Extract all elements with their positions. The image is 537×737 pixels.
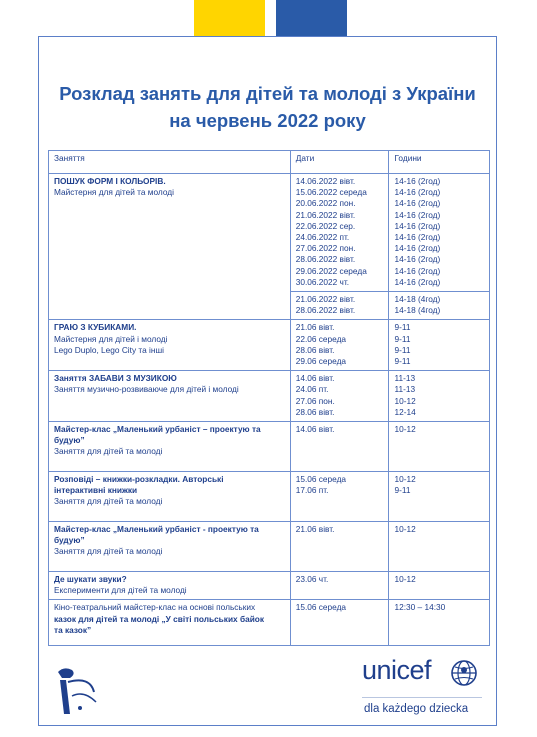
date-item: 17.06 пт. <box>295 485 329 496</box>
date-item: 15.06.2022 середа <box>295 187 367 198</box>
date-item: 27.06.2022 пон. <box>295 243 356 254</box>
hours-cell <box>389 292 490 320</box>
activity-name: інтерактивні книжки <box>54 485 138 496</box>
date-item: 14.06.2022 вівт. <box>295 176 356 186</box>
hour-item: 9-11 <box>394 322 411 333</box>
activity-desc: Заняття для дітей та молоді <box>54 496 163 507</box>
date-item: 28.06.2022 вівт. <box>295 254 356 265</box>
hour-item: 14-16 (2год) <box>394 243 441 254</box>
activity-desc: казок для дітей та молоді „У світі польських байок <box>54 613 265 624</box>
dates-cell <box>290 522 389 572</box>
hours-cell <box>389 600 490 646</box>
dates-cell <box>290 371 389 422</box>
dates-cell <box>290 174 389 292</box>
flag-blue-top-right <box>276 0 347 36</box>
hour-item: 14-16 (2год) <box>394 265 441 276</box>
hour-item: 14-16 (2год) <box>394 220 441 231</box>
hour-item: 14-16 (2год) <box>394 176 441 186</box>
header-dates: Дати <box>290 151 389 174</box>
date-item: 27.06 пон. <box>295 395 335 406</box>
date-item: 23.06 чт. <box>295 574 329 585</box>
activity-name: будую” <box>54 435 85 446</box>
table-row <box>49 174 490 292</box>
activity-desc: Майстерня для дітей та молоді <box>54 187 174 198</box>
hour-item: 14-16 (2год) <box>394 232 441 243</box>
date-item: 20.06.2022 пон. <box>295 198 356 209</box>
table-header-row <box>49 151 490 174</box>
activity-cell <box>49 174 291 320</box>
unicef-wordmark: unicef <box>362 655 432 685</box>
hours-cell <box>389 522 490 572</box>
hour-item: 9-11 <box>394 485 411 496</box>
hours-cell <box>389 174 490 292</box>
date-item: 28.06 вівт. <box>295 344 335 355</box>
hour-item: 10-12 <box>394 524 416 535</box>
table-row <box>49 422 490 472</box>
hour-item: 9-11 <box>394 344 411 355</box>
activity-cell <box>49 600 291 646</box>
unicef-globe-icon <box>449 658 479 688</box>
activity-cell <box>49 472 291 522</box>
organization-logo-icon <box>50 662 110 720</box>
hour-item: 10-12 <box>394 395 416 406</box>
date-item: 21.06.2022 вівт. <box>295 294 356 305</box>
activity-cell <box>49 522 291 572</box>
hour-item: 10-12 <box>394 574 416 585</box>
hours-cell <box>389 472 490 522</box>
date-item: 29.06 середа <box>295 356 347 367</box>
activity-desc: Заняття для дітей та молоді <box>54 446 163 457</box>
date-item: 14.06 вівт. <box>295 373 335 384</box>
date-item: 22.06.2022 сер. <box>295 220 356 231</box>
hour-item: 10-12 <box>394 474 416 485</box>
activity-name: Майстер-клас „Маленький урбаніст - проектую та <box>54 524 259 535</box>
hour-item: 14-16 (2год) <box>394 198 441 209</box>
dates-cell <box>290 600 389 646</box>
activity-cell <box>49 572 291 600</box>
unicef-tagline: dla każdego dziecka <box>364 703 469 715</box>
unicef-logo <box>362 655 482 725</box>
date-item: 28.06.2022 вівт. <box>295 305 356 316</box>
activity-desc: Експерименти для дітей та молоді <box>54 585 187 596</box>
activity-name: Розповіді – книжки-розкладки. Авторські <box>54 474 224 485</box>
hours-cell <box>389 422 490 472</box>
hour-item: 12:30 – 14:30 <box>394 602 446 613</box>
date-item: 21.06 вівт. <box>295 524 335 535</box>
title-line-1: Розклад занять для дітей та молоді з України <box>59 83 476 104</box>
table-row <box>49 522 490 572</box>
date-item: 21.06.2022 вівт. <box>295 209 356 220</box>
hours-cell <box>389 371 490 422</box>
hour-item: 14-18 (4год) <box>394 294 441 305</box>
hour-item: 9-11 <box>394 356 411 367</box>
hour-item: 11-13 <box>394 384 416 395</box>
hour-item: 11-13 <box>394 373 416 384</box>
hour-item: 14-16 (2год) <box>394 209 441 220</box>
title-line-2: на червень 2022 року <box>169 110 366 131</box>
activity-name: Де шукати звуки? <box>54 574 127 585</box>
activity-name: ГРАЮ З КУБИКАМИ. <box>54 322 137 333</box>
hours-cell <box>389 572 490 600</box>
table-row <box>49 320 490 371</box>
activity-desc: Заняття музично-розвиваюче для дітей і молоді <box>54 384 239 395</box>
activity-cell <box>49 422 291 472</box>
hour-item: 9-11 <box>394 333 411 344</box>
date-item: 28.06 вівт. <box>295 406 335 417</box>
hours-cell <box>389 320 490 371</box>
date-item: 15.06 середа <box>295 602 347 613</box>
date-item: 21.06 вівт. <box>295 322 335 333</box>
dates-cell <box>290 292 389 320</box>
activity-cell <box>49 371 291 422</box>
date-item: 22.06 середа <box>295 333 347 344</box>
table-row <box>49 472 490 522</box>
activity-desc: Lego Duplo, Lego City та інші <box>54 344 164 355</box>
hour-item: 10-12 <box>394 424 416 435</box>
table-row <box>49 600 490 646</box>
table-row <box>49 572 490 600</box>
page-title <box>38 80 497 134</box>
header-hours: Години <box>389 151 490 174</box>
activity-desc: та казок” <box>54 624 92 635</box>
activity-cell <box>49 320 291 371</box>
hour-item: 12-14 <box>394 406 416 417</box>
dates-cell <box>290 472 389 522</box>
flag-yellow-top-left <box>194 0 265 36</box>
schedule-table <box>48 150 490 646</box>
date-item: 30.06.2022 чт. <box>295 276 350 287</box>
hour-item: 14-16 (2год) <box>394 187 441 198</box>
date-item: 24.06.2022 пт. <box>295 232 350 243</box>
activity-name: ПОШУК ФОРМ І КОЛЬОРІВ. <box>54 176 166 186</box>
hour-item: 14-16 (2год) <box>394 276 441 287</box>
table-row <box>49 371 490 422</box>
header-activity: Заняття <box>49 151 291 174</box>
unicef-divider <box>362 697 482 698</box>
hour-item: 14-16 (2год) <box>394 254 441 265</box>
dates-cell <box>290 422 389 472</box>
dates-cell <box>290 320 389 371</box>
date-item: 14.06 вівт. <box>295 424 335 435</box>
activity-name: будую” <box>54 535 85 546</box>
activity-name: Заняття ЗАБАВИ З МУЗИКОЮ <box>54 373 177 384</box>
date-item: 29.06.2022 середа <box>295 265 367 276</box>
activity-desc: Кіно-театральний майстер-клас на основі польських <box>54 602 256 613</box>
dates-cell <box>290 572 389 600</box>
hour-item: 14-18 (4год) <box>394 305 441 316</box>
date-item: 24.06 пт. <box>295 384 329 395</box>
activity-desc: Заняття для дітей та молоді <box>54 546 163 557</box>
activity-desc: Майстерня для дітей і молоді <box>54 333 168 344</box>
activity-name: Майстер-клас „Маленький урбаніст – проектую та <box>54 424 261 435</box>
date-item: 15.06 середа <box>295 474 347 485</box>
